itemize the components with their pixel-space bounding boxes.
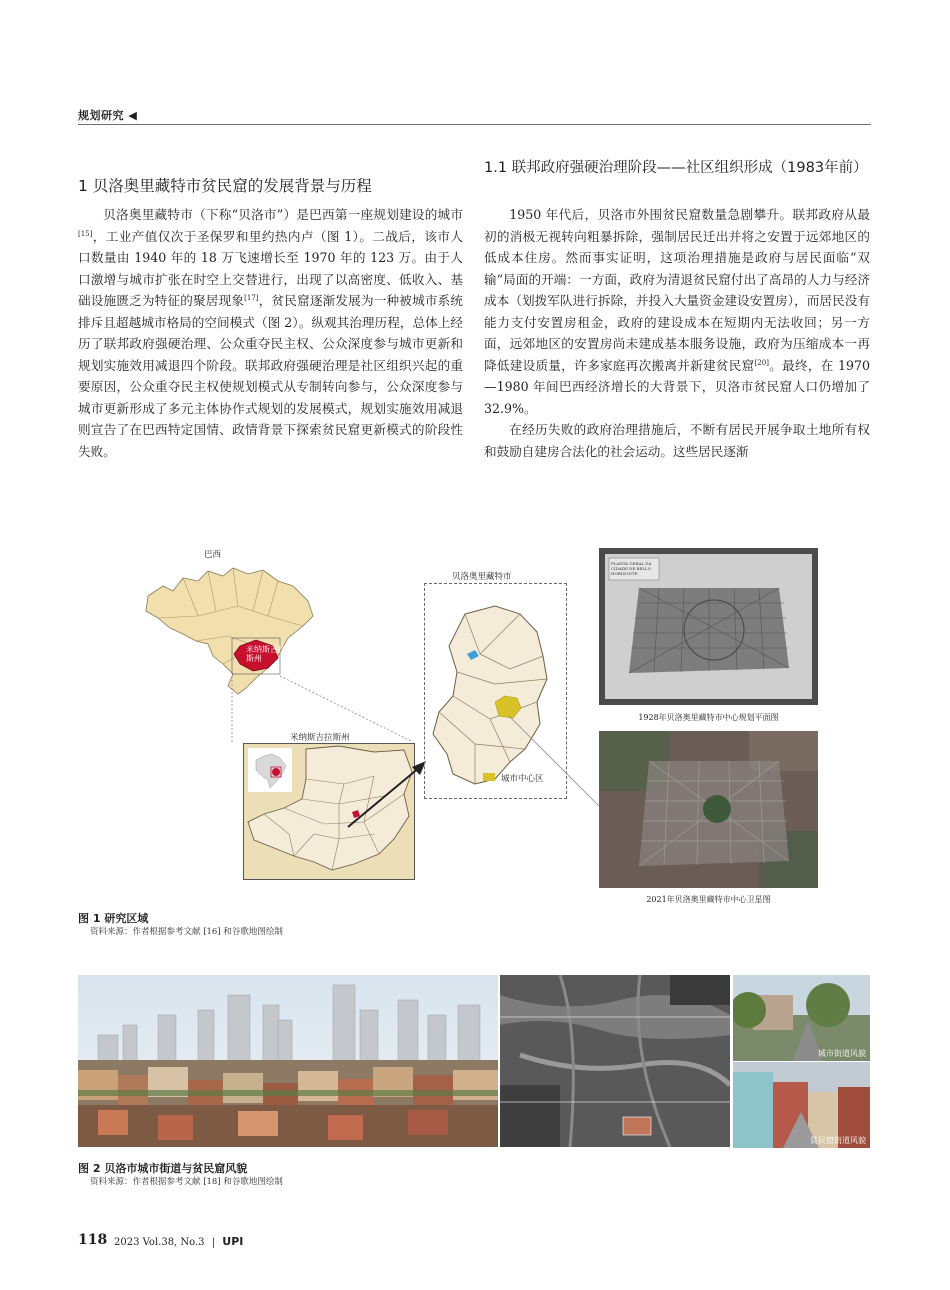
plan-1928-image: [599, 548, 818, 705]
label-state: 米纳斯吉拉斯州: [290, 733, 350, 743]
marker-icon: ◀: [128, 109, 138, 122]
label-city: 贝洛奥里藏特市: [452, 572, 512, 582]
left-column: [78, 204, 463, 462]
page-number: 118: [78, 1232, 108, 1248]
caption-satellite: 2021年贝洛奥里藏特市中心卫星图: [646, 895, 771, 904]
issue-text: 2023 Vol.38, No.3: [114, 1237, 205, 1248]
plan-heading: PLANTA GERAL DA CIDADE DE BELLO HORIZONTE: [611, 561, 652, 576]
text-run: 。最终，在 1970—1980 年间巴西经济增长的大背景下，贝洛市贫民窟人口仍增加了 32.9%。: [484, 357, 870, 416]
section-title: 1 贝洛奥里藏特市贫民窟的发展背景与历程: [78, 177, 372, 195]
citation: [15]: [78, 229, 93, 238]
label-state-inset: 米纳斯吉拉斯州: [246, 645, 286, 663]
paragraph: [484, 204, 870, 419]
satellite-svg: [599, 731, 818, 888]
text-run: 贝洛奥里藏特市（下称“贝洛市”）是巴西第一座规划建设的城市: [103, 207, 463, 222]
footer-separator: |: [211, 1237, 216, 1248]
skyline-svg: [78, 975, 498, 1147]
caption-plan: 1928年贝洛奥里藏特市中心规划平面图: [638, 713, 779, 722]
leader-line-satellite: [505, 712, 605, 812]
text-run: 1950 年代后，贝洛市外围贫民窟数量急剧攀升。联邦政府从最初的消极无视转向粗暴拆除，强制居民迁出并将之安置于远郊地区的低成本住房。然而事实证明，这项治理措施是政府与居民面临“双输”局面的开端：一方面，政府为清退贫民窟付出了高昂的人力与经济成本（划拨军队进行拆除，并投入大量资金建设安置房），而居民没有能力支付安置房租金，政府的建设成本在短期内无法收回；另一方面，远郊地区的安置房尚未建成基本服务设施，政府为压缩成本一再降低建设质量，许多家庭再次搬离并新建贫民窟: [484, 207, 870, 373]
subsection-title: 1.1 联邦政府强硬治理阶段——社区组织形成（1983年前）: [484, 160, 868, 176]
paragraph: [78, 204, 463, 462]
citation: [17]: [244, 294, 259, 302]
legend-swatch: [483, 773, 495, 781]
brazil-locator-inset: [248, 748, 292, 792]
aerial-slum-photo: [500, 975, 730, 1147]
text-run: ，贫民窟逐渐发展为一种被城市系统排斥且超越城市格局的空间模式（图 2）。纵观其治理历程，总体上经历了联邦政府强硬治理、公众重夺民主权、公众深度参与城市更新和规划实施效用减退四个阶段。联邦政府强硬治理是社区组织兴起的重要原因，公众重夺民主权使规划模式从专制转向参与，公众深度参与城市更新形成了多元主体协作式规划的发展模式，规划实施效用减退则宣告了在巴西特定国情、政情背景下探索贫民窟更新模式的阶段性失败。: [78, 293, 464, 459]
journal-logo: UPI: [222, 1235, 244, 1248]
right-column: [484, 204, 870, 462]
satellite-2021-image: [599, 731, 818, 888]
brazil-locator-svg: [248, 748, 292, 792]
aerial-svg: [500, 975, 730, 1147]
running-header: [78, 107, 137, 123]
footer-issue: [114, 1235, 243, 1248]
label-brazil: 巴西: [204, 550, 222, 560]
figure1-title: 图 1 研究区域: [78, 912, 149, 925]
citation: [20]: [754, 358, 769, 367]
text-run: ，工业产值仅次于圣保罗和里约热内卢（图 1）。二战后，该市人口数量由 1940 年的 18 万飞速增长至 1970 年的 123 万。由于人口激增与城市扩张在时空上交替进行，出现了以高密度、低收入、基础设施匮乏为特征的聚居现象: [78, 228, 463, 308]
header-rule: [78, 124, 871, 125]
label-slum: 贫民窟街道风貌: [810, 1136, 866, 1145]
figure2-source: 资料来源：作者根据参考文献 [18] 和谷歌地图绘制: [90, 1177, 283, 1187]
city-street-photo: [733, 975, 870, 1061]
section-label: 规划研究: [78, 109, 124, 122]
figure1-source: 资料来源：作者根据参考文献 [16] 和谷歌地图绘制: [90, 927, 283, 937]
figure2-title: 图 2 贝洛市城市街道与贫民窟风貌: [78, 1162, 248, 1175]
legend-center-label: 城市中心区: [501, 774, 544, 784]
slum-street-photo: [733, 1062, 870, 1148]
paragraph: 在经历失败的政府治理措施后，不断有居民开展争取土地所有权和鼓励自建房合法化的社会运动。这些居民逐渐: [484, 422, 870, 459]
arrow: [340, 755, 430, 835]
label-street: 城市街道风貌: [818, 1049, 866, 1058]
city-skyline-photo: [78, 975, 498, 1147]
